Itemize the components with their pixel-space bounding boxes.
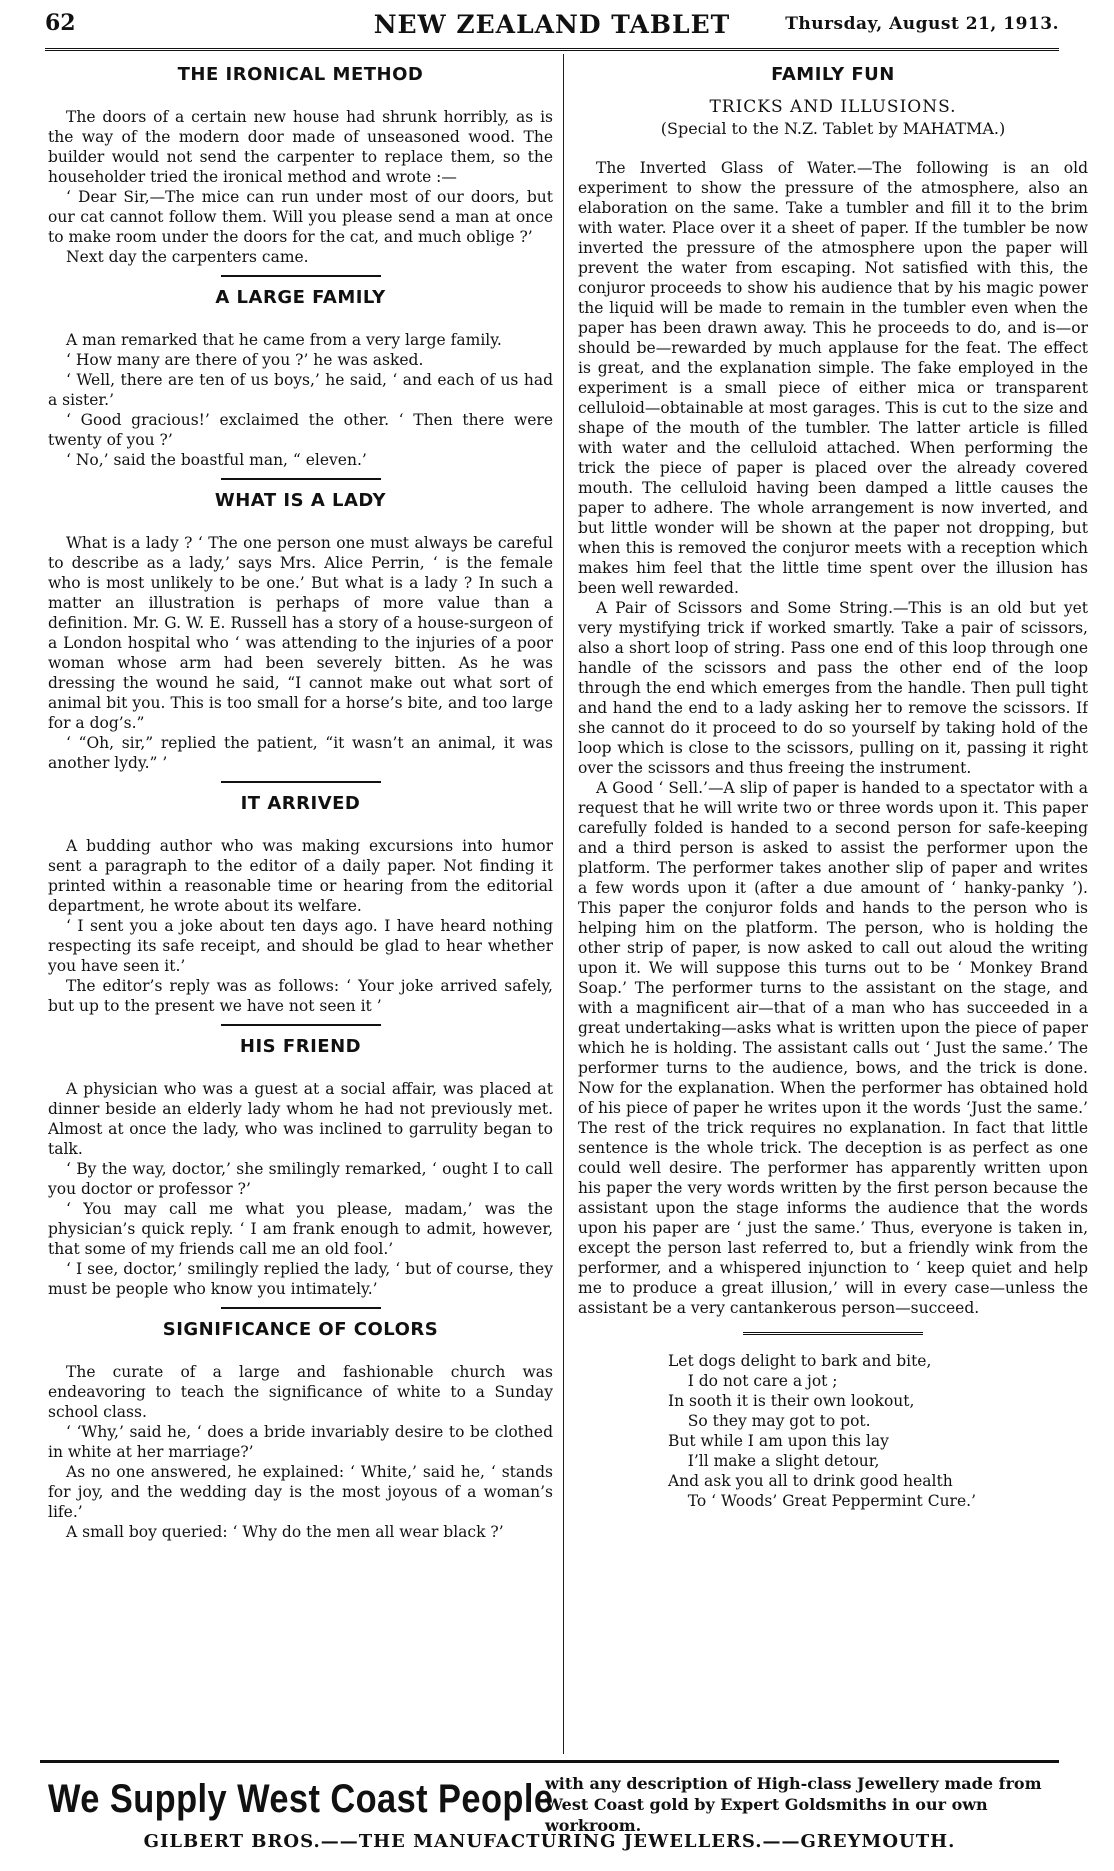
paragraph-good-sell: A Good ‘ Sell.’—A slip of paper is handed to a spectator with a request that he will write two or three words upon it. This paper carefully folded is handed to a second person for safe-keeping and a third person is asked to assist the performer upon the platform. The performer takes another slip of paper and writes a few words upon it (after a due amount of ‘ hanky-panky ’). This paper the conjuror folds and hands to the person who is helping him on the platform. The person, who is holding the other strip of paper, is now asked to call out aloud the writing upon it. We will suppose this turns out to be ‘ Monkey Brand Soap.’ The performer turns to the assistant on the stage, and with a magnificent air—that of a man who has succeeded in a great undertaking—asks what is written upon the piece of paper which he is holding. The assistant calls out ‘ Just the same.’ The performer turns to the audience, bows, and the trick is done. Now for the explanation. When the performer has obtained hold of his piece of paper he writes upon it the words ‘Just the same.’ The rest of the trick requires no explanation. In fact that little sentence is the whole trick. The deception is as perfect as one could well desire. The performer has apparently written upon his paper the very words written by the first person because the assistant upon the stage informs the audience that the words upon his paper are ‘ just the same.’ Thus, everyone is taken in, except the person last referred to, but a friendly wink from the performer, and a whispered injunction to ‘ keep quiet and help me to produce a great illusion,’ will in every case—unless the assistant be a very cantankerous person—succeed. (578, 779, 1088, 1317)
section-divider (221, 275, 381, 277)
paragraph: ‘ I sent you a joke about ten days ago. I have heard nothing respecting its safe receipt, and should be glad to hear whether you have seen it.’ (48, 917, 553, 975)
poem-line: Let dogs delight to bark and bite, (668, 1352, 932, 1370)
paragraph: ‘ How many are there of you ?’ he was asked. (66, 351, 424, 369)
paragraph: A budding author who was making excursions into humor sent a paragraph to the editor of a daily paper. Not finding it printed within a reasonable time or hearing from the editorial department, he wrote about its welfare. (48, 837, 553, 915)
paragraph: ‘ I see, doctor,’ smilingly replied the lady, ‘ but of course, they must be people who know you intimately.’ (48, 1260, 553, 1298)
byline: (Special to the N.Z. Tablet by MAHATMA.) (660, 119, 1006, 138)
section-title-large-family: A LARGE FAMILY (215, 287, 386, 308)
paragraph: ‘ ‘Why,’ said he, ‘ does a bride invariably desire to be clothed in white at her marriage?’ (48, 1423, 553, 1461)
paragraph: A small boy queried: ‘ Why do the men all wear black ?’ (66, 1523, 504, 1541)
paragraph: ‘ Dear Sir,—The mice can run under most of our doors, but our cat cannot follow them. Will you please send a man at once to make room under the doors for the cat, and much oblige ?’ (48, 188, 553, 246)
paragraph: ‘ “Oh, sir,” replied the patient, “it wasn’t an animal, it was another lydy.” ’ (48, 734, 553, 772)
subtitle: TRICKS AND ILLUSIONS. (709, 97, 957, 117)
section-divider (221, 1024, 381, 1026)
paragraph-inverted-glass: The Inverted Glass of Water.—The following is an old experiment to show the pressure of the atmosphere, also an elaboration on the same. Take a tumbler and fill it to the brim with water. Place over it a sheet of paper. If the tumbler be now inverted the pressure of the atmosphere upon the paper will prevent the water from escaping. Not satisfied with this, the conjuror proceeds to show his audience that by his magic power the liquid will be made to remain in the tumbler even when the paper has been drawn away. This he proceeds to do, and is—or should be—rewarded by much applause for the feat. The effect is great, and the explanation simple. The fake employed in the experiment is a small piece of either mica or transparent celluloid—obtainable at most garages. This is cut to the size and shape of the mouth of the tumbler. The latter article is filled with water and the celluloid attached. When performing the trick the piece of paper is placed over the already covered mouth. The celluloid having been damped a little causes the paper to adhere. The whole arrangement is now inverted, and but little wonder will be shown at the paper not dropping, but when this is removed the conjuror meets with a reception which makes him feel that the little time spent over the illusion has been well rewarded. (578, 159, 1088, 597)
paragraph: ‘ Good gracious!’ exclaimed the other. ‘ Then there were twenty of you ?’ (48, 411, 553, 449)
section-title-ironical-method: THE IRONICAL METHOD (177, 64, 424, 85)
issue-date: Thursday, August 21, 1913. (785, 14, 1059, 34)
section-divider (743, 1332, 923, 1335)
advertisement (40, 1760, 1059, 1863)
paragraph: ‘ By the way, doctor,’ she smilingly remarked, ‘ ought I to call you doctor or professor ?’ (48, 1160, 553, 1198)
left-column (48, 58, 553, 1748)
paragraph-scissors-string: A Pair of Scissors and Some String.—This is an old but yet very mystifying trick if worked smartly. Take a pair of scissors, also a short loop of string. Pass one end of this loop through one handle of the scissors and pass the other end of the loop through the end which emerges from the handle. Then pull tight and hand the end to a lady asking her to remove the scissors. If she cannot do it proceed to do so yourself by taking hold of the loop which is close to the scissors, pulling on it, passing it right over the scissors and thus freeing the instrument. (578, 599, 1088, 777)
paragraph: The curate of a large and fashionable church was endeavoring to teach the significance of white to a Sunday school class. (48, 1363, 553, 1421)
section-divider (221, 478, 381, 480)
ad-headline: We Supply West Coast People (48, 1777, 554, 1821)
section-title-what-is-a-lady: WHAT IS A LADY (214, 490, 387, 511)
paragraph: A man remarked that he came from a very large family. (66, 331, 502, 349)
paragraph: ‘ No,’ said the boastful man, “ eleven.’ (66, 451, 367, 469)
paragraph: What is a lady ? ‘ The one person one must always be careful to describe as a lady,’ says Mrs. Alice Perrin, ‘ is the female who is most unlikely to be one.’ But what is a lady ? In such a matter an illustration is perhaps of more value than a definition. Mr. G. W. E. Russell has a story of a house-surgeon of a London hospital who ‘ was attending to the injuries of a poor woman whose arm had been severely bitten. As he was dressing the wound he said, “I cannot make out what sort of animal bit you. This is too small for a horse’s bite, and too large for a dog’s.” (48, 534, 553, 732)
section-title-family-fun: FAMILY FUN (771, 64, 895, 85)
poem-line: But while I am upon this lay (668, 1432, 889, 1450)
paragraph: Next day the carpenters came. (66, 248, 309, 266)
masthead (45, 8, 1059, 51)
paragraph: ‘ You may call me what you please, madam,’ was the physician’s quick reply. ‘ I am frank enough to admit, however, that some of my friends call me an old fool.’ (48, 1200, 553, 1258)
publication-title: NEW ZEALAND TABLET (373, 10, 731, 39)
paragraph: A physician who was a guest at a social affair, was placed at dinner beside an elderly lady whom he had not previously met. Almost at once the lady, who was inclined to garrulity began to talk. (48, 1080, 553, 1158)
poem-line: In sooth it is their own lookout, (668, 1392, 915, 1410)
paragraph: As no one answered, he explained: ‘ White,’ said he, ‘ stands for joy, and the wedding day is the most joyous of a woman’s life.’ (48, 1463, 553, 1521)
ad-footer: GILBERT BROS.——THE MANUFACTURING JEWELLERS.——GREYMOUTH. (143, 1831, 956, 1852)
section-title-it-arrived: IT ARRIVED (240, 793, 361, 814)
ad-description: with any description of High-class Jewellery made from West Coast gold by Expert Goldsmiths in our own workroom. (545, 1774, 1042, 1835)
paragraph: ‘ Well, there are ten of us boys,’ he said, ‘ and each of us had a sister.’ (48, 371, 553, 409)
poem-line: And ask you all to drink good health (668, 1472, 953, 1490)
paragraph: The doors of a certain new house had shrunk horribly, as is the way of the modern door made of unseasoned wood. The builder would not send the carpenter to replace them, so the householder tried the ironical method and wrote :— (48, 108, 553, 186)
right-column (578, 58, 1088, 1748)
poem-line: I do not care a jot ; (668, 1372, 838, 1390)
section-divider (221, 1307, 381, 1309)
section-title-his-friend: HIS FRIEND (239, 1036, 362, 1057)
poem-line: To ‘ Woods’ Great Peppermint Cure.’ (668, 1492, 976, 1510)
column-divider (563, 54, 564, 1754)
poem (668, 1351, 1088, 1511)
paragraph: The editor’s reply was as follows: ‘ Your joke arrived safely, but up to the present we have not seen it ’ (48, 977, 553, 1015)
section-divider (221, 781, 381, 783)
poem-line: I’ll make a slight detour, (668, 1452, 880, 1470)
section-title-significance-of-colors: SIGNIFICANCE OF COLORS (162, 1319, 439, 1340)
page-number: 62 (45, 10, 76, 36)
poem-line: So they may got to pot. (668, 1412, 871, 1430)
